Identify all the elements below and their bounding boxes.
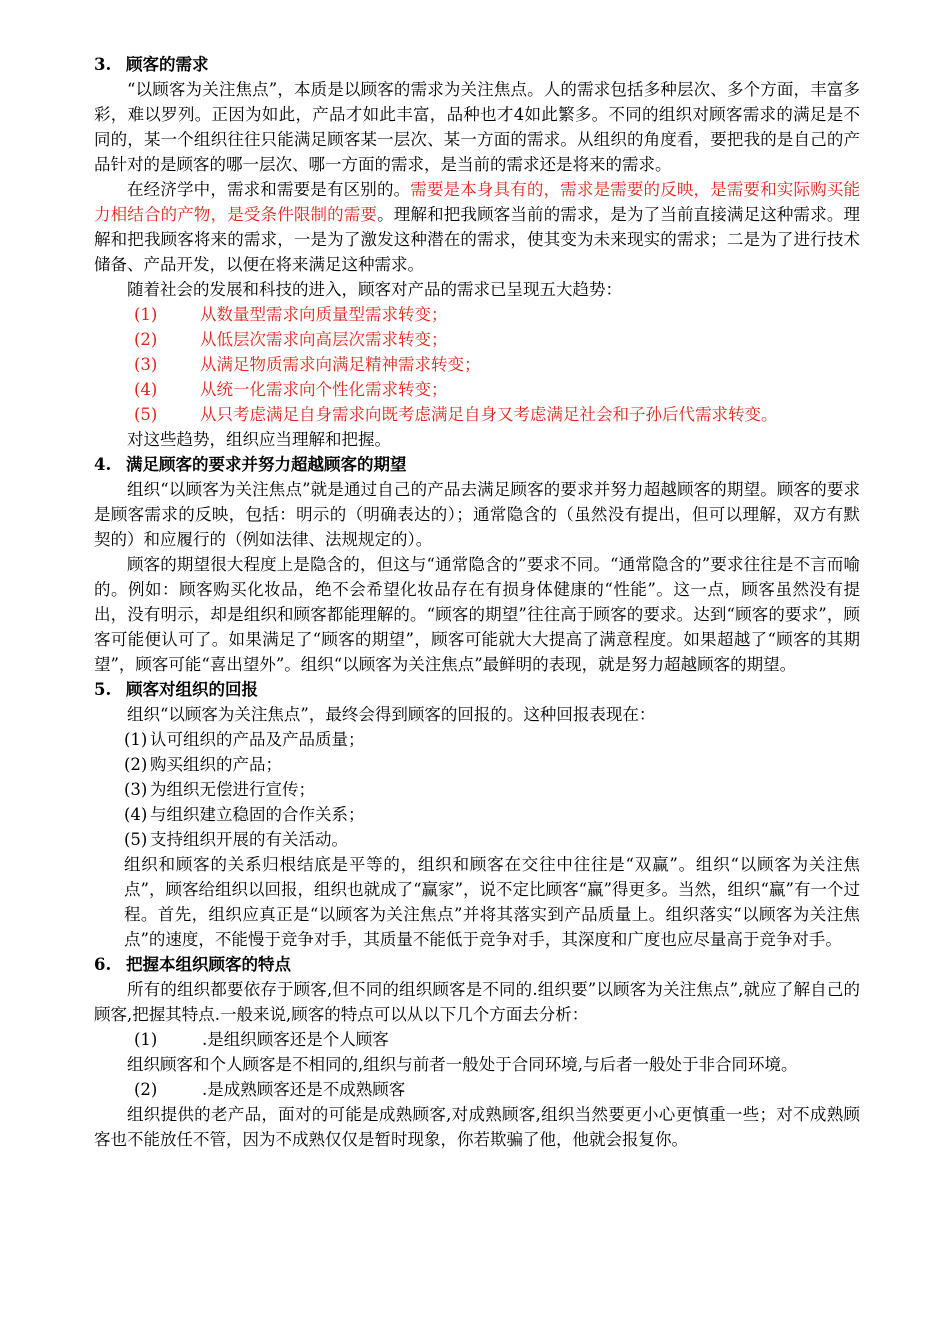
list-number: (3) [134, 355, 158, 374]
paragraph [94, 177, 860, 277]
list-item [94, 377, 860, 402]
paragraph: 组织“以顾客为关注焦点”，最终会得到顾客的回报的。这种回报表现在： [127, 705, 656, 724]
section-4-heading [94, 452, 860, 477]
paragraph-text: 在经济学中，需求和需要是有区别的。 [127, 180, 411, 199]
list-text: 购买组织的产品； [150, 755, 282, 774]
list-number: (5) [134, 405, 158, 424]
section-title: 顾客对组织的回报 [126, 680, 258, 699]
paragraph: “以顾客为关注焦点”，本质是以顾客的需求为关注焦点。人的需求包括多种层次、多个方面，丰富多彩，难以罗列。正因为如此，产品才如此丰富，品种也才4如此繁多。不同的组织对顾客需求的满足是不同的，某一个组织往往只能满足顾客某一层次、某一方面的需求。从组织的角度看，要把我的是自己的产品针对的是顾客的哪一层次、哪一方面的需求，是当前的需求还是将来的需求。 [94, 80, 860, 174]
paragraph: 组织顾客和个人顾客是不相同的,组织与前者一般处于合同环境,与后者一般处于非合同环境。 [127, 1055, 798, 1074]
list-item [94, 402, 860, 427]
list-number: (1) [124, 730, 148, 749]
paragraph: 顾客的期望很大程度上是隐含的，但这与“通常隐含的”要求不同。“通常隐含的”要求往往是不言而喻的。例如：顾客购买化妆品，绝不会希望化妆品存在有损身体健康的“性能”。这一点，顾客虽然没有提出，没有明示，却是组织和顾客都能理解的。“顾客的期望”往往高于顾客的要求。达到“顾客的要求”，顾客可能便认可了。如果满足了“顾客的期望”，顾客可能就大大提高了满意程度。如果超越了“顾客的其期望”，顾客可能“喜出望外”。组织“以顾客为关注焦点”最鲜明的表现，就是努力超越顾客的期望。 [94, 555, 860, 674]
paragraph: 对这些趋势，组织应当理解和把握。 [127, 430, 391, 449]
list-text: 与组织建立稳固的合作关系； [150, 805, 365, 824]
list-text: 从低层次需求向高层次需求转变； [200, 330, 448, 349]
section-6-heading [94, 952, 860, 977]
list-number: (1) [134, 305, 158, 324]
list-number: (2) [134, 1080, 158, 1099]
list-text: .是成熟顾客还是不成熟顾客 [202, 1080, 406, 1099]
section-title: 把握本组织顾客的特点 [126, 955, 291, 974]
list-item [94, 827, 860, 852]
list-text: 从数量型需求向质量型需求转变； [200, 305, 448, 324]
list-text: 从统一化需求向个性化需求转变； [200, 380, 448, 399]
paragraph: 所有的组织都要依存于顾客,但不同的组织顾客是不同的.组织要”以顾客为关注焦点”,就应了解自己的顾客,把握其特点.一般来说,顾客的特点可以从以下几个方面去分析： [94, 980, 860, 1024]
section-number: 6. [94, 955, 112, 974]
list-item [94, 777, 860, 802]
list-item [94, 1077, 860, 1102]
list-item [94, 752, 860, 777]
list-item [94, 802, 860, 827]
list-text: 支持组织开展的有关活动。 [150, 830, 348, 849]
paragraph: 随着社会的发展和科技的进入，顾客对产品的需求已呈现五大趋势： [127, 280, 622, 299]
list-item [94, 302, 860, 327]
paragraph: 组织和顾客的关系归根结底是平等的，组织和顾客在交往中往往是“双赢”。组织“以顾客为关注焦点”，顾客给组织以回报，组织也就成了“赢家”，说不定比顾客“赢”得更多。当然，组织“赢”有一个过程。首先，组织应真正是“以顾客为关注焦点”并将其落实到产品质量上。组织落实“以顾客为关注焦点”的速度，不能慢于竞争对手，其质量不能低于竞争对手，其深度和广度也应尽量高于竞争对手。 [124, 855, 860, 949]
document-body [94, 52, 860, 1152]
paragraph: 组织提供的老产品，面对的可能是成熟顾客,对成熟顾客,组织当然要更小心更慎重一些；对不成熟顾客也不能放任不管，因为不成熟仅仅是暂时现象，你若欺骗了他，他就会报复你。 [94, 1105, 860, 1149]
list-number: (5) [124, 830, 148, 849]
section-3-heading [94, 52, 860, 77]
list-item [94, 1027, 860, 1052]
section-number: 4. [94, 455, 112, 474]
highlighted-text: 需要是本身具有的，需求是需要的反映，是需要和实际购买能力相结合的产物，是受条件限制的需要 [94, 180, 861, 224]
list-number: (4) [124, 805, 148, 824]
section-5-heading [94, 677, 860, 702]
paragraph: 组织“以顾客为关注焦点”就是通过自己的产品去满足顾客的要求并努力超越顾客的期望。顾客的要求是顾客需求的反映，包括：明示的（明确表达的）；通常隐含的（虽然没有提出，但可以理解，双方有默契的）和应履行的（例如法律、法规规定的）。 [94, 480, 860, 549]
list-text: 认可组织的产品及产品质量； [150, 730, 365, 749]
list-text: .是组织顾客还是个人顾客 [202, 1030, 389, 1049]
list-item [94, 727, 860, 752]
list-number: (2) [134, 330, 158, 349]
list-text: 为组织无偿进行宣传； [150, 780, 315, 799]
section-title: 顾客的需求 [126, 55, 209, 74]
list-item [94, 352, 860, 377]
section-number: 3. [94, 55, 112, 74]
list-number: (2) [124, 755, 148, 774]
section-number: 5. [94, 680, 112, 699]
list-text: 从只考虑满足自身需求向既考虑满足自身又考虑满足社会和子孙后代需求转变。 [200, 405, 778, 424]
section-title: 满足顾客的要求并努力超越顾客的期望 [126, 455, 407, 474]
list-number: (4) [134, 380, 158, 399]
list-number: (3) [124, 780, 148, 799]
paragraph-text: 。理解和把我顾客当前的需求，是为了当前直接满足这种需求。理解和把我顾客将来的需求，一是为了激发这种潜在的需求，使其变为未来现实的需求；二是为了进行技术储备、产品开发，以便在将来满足这种需求。 [94, 205, 861, 274]
list-text: 从满足物质需求向满足精神需求转变； [200, 355, 481, 374]
list-item [94, 327, 860, 352]
list-number: (1) [134, 1030, 158, 1049]
